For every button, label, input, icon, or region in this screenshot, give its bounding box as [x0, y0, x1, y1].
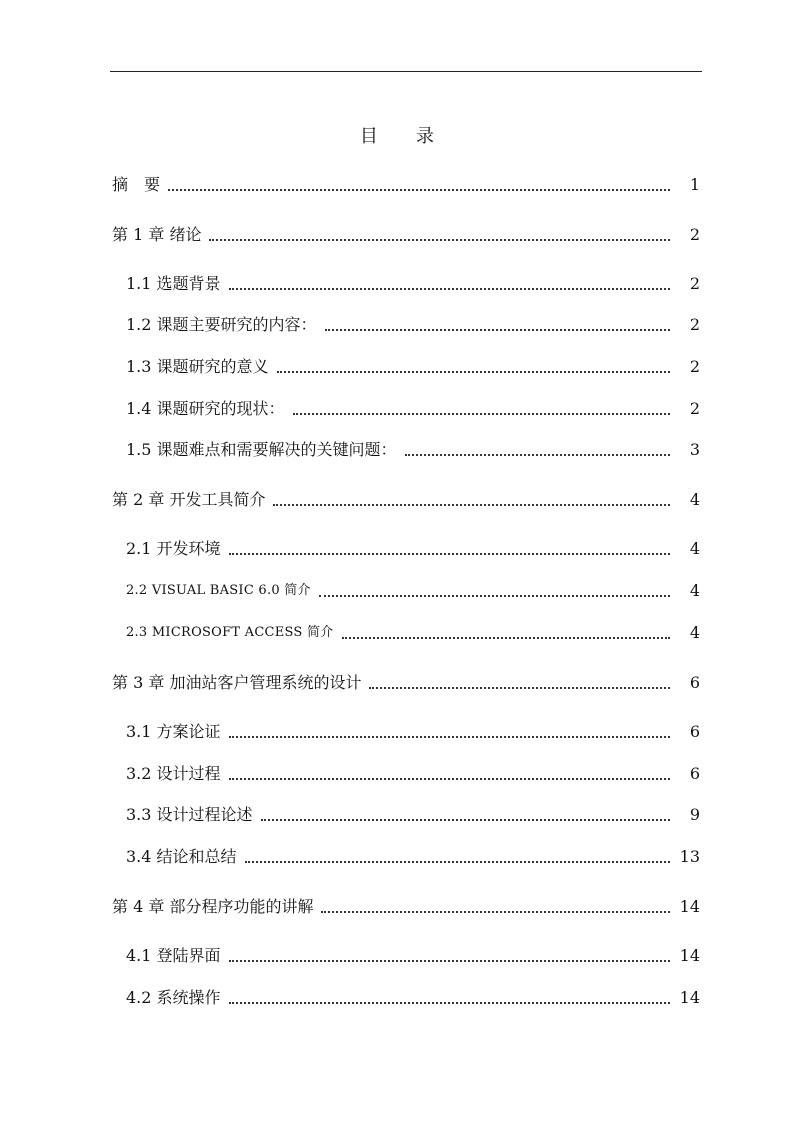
toc-entry-label: 3.1 方案论证	[126, 722, 221, 741]
dot-leader	[261, 819, 670, 821]
toc-entry[interactable]	[126, 986, 700, 1010]
toc-entry-label: 2.3 MICROSOFT ACCESS 简介	[126, 625, 334, 640]
toc-entry[interactable]	[126, 397, 700, 421]
toc-entry[interactable]	[112, 895, 700, 919]
toc-entry-page: 1	[689, 175, 700, 194]
toc-entry-label: 4.1 登陆界面	[126, 946, 221, 965]
toc-entry-label: 摘 要	[112, 175, 161, 194]
toc-entry-page: 14	[679, 897, 700, 916]
toc-entry[interactable]	[126, 355, 700, 379]
toc-entry-label: 3.4 结论和总结	[126, 847, 237, 866]
toc-entry-page: 2	[689, 399, 700, 418]
toc-entry-page: 6	[689, 722, 700, 741]
toc-entry[interactable]	[126, 438, 700, 462]
toc-entry[interactable]	[126, 272, 700, 296]
toc-entry[interactable]	[126, 537, 700, 561]
dot-leader	[277, 371, 670, 373]
toc-entry-page: 4	[689, 490, 700, 509]
toc-entry-label: 4.2 系统操作	[126, 988, 221, 1007]
toc-entry[interactable]	[126, 845, 700, 869]
dot-leader	[369, 687, 670, 689]
toc-entry-label: 1.2 课题主要研究的内容：	[126, 315, 317, 334]
toc-entry[interactable]	[112, 488, 700, 512]
toc-entry-page: 2	[689, 357, 700, 376]
toc-entry-page: 2	[689, 225, 700, 244]
toc-entry-label: 第 2 章 开发工具简介	[112, 490, 266, 509]
toc-entry-label: 1.5 课题难点和需要解决的关键问题：	[126, 440, 397, 459]
dot-leader	[319, 595, 670, 597]
dot-leader	[229, 778, 670, 780]
toc-entry-page: 6	[689, 673, 700, 692]
toc-entry-page: 4	[689, 539, 700, 558]
toc-entry-page: 4	[689, 581, 700, 600]
dot-leader	[209, 239, 670, 241]
toc-entry[interactable]	[112, 173, 700, 197]
dot-leader	[405, 454, 670, 456]
dot-leader	[229, 1002, 670, 1004]
toc-entry-label: 3.3 设计过程论述	[126, 805, 253, 824]
dot-leader	[325, 329, 670, 331]
toc-entry-label: 第 4 章 部分程序功能的讲解	[112, 897, 314, 916]
toc-entry-page: 4	[689, 623, 700, 642]
toc-entry[interactable]	[112, 671, 700, 695]
toc-entry-page: 3	[689, 440, 700, 459]
toc-entry-page: 14	[679, 946, 700, 965]
toc-entry-page: 2	[689, 315, 700, 334]
toc-entry[interactable]	[112, 223, 700, 247]
header-rule	[110, 71, 702, 72]
toc-entry-page: 2	[689, 274, 700, 293]
toc-entry-page: 6	[689, 764, 700, 783]
toc-entry-label: 1.1 选题背景	[126, 274, 221, 293]
toc-entry[interactable]	[126, 944, 700, 968]
toc-entry-label: 1.3 课题研究的意义	[126, 357, 269, 376]
dot-leader	[229, 960, 670, 962]
dot-leader	[229, 553, 670, 555]
toc-entry-label: 第 1 章 绪论	[112, 225, 202, 244]
dot-leader	[229, 288, 670, 290]
dot-leader	[273, 504, 670, 506]
toc-title: 目 录	[359, 126, 451, 147]
dot-leader	[245, 861, 670, 863]
toc-entry-page: 14	[679, 988, 700, 1007]
dot-leader	[321, 911, 670, 913]
toc-entry[interactable]	[126, 803, 700, 827]
toc-entry-label: 2.1 开发环境	[126, 539, 221, 558]
toc-entry[interactable]	[126, 720, 700, 744]
dot-leader	[342, 637, 671, 639]
toc-entry[interactable]	[126, 579, 700, 603]
toc-entry[interactable]	[126, 762, 700, 786]
dot-leader	[229, 736, 670, 738]
toc-entry-label: 1.4 课题研究的现状：	[126, 399, 285, 418]
toc-entry[interactable]	[126, 313, 700, 337]
toc-entry-page: 9	[689, 805, 700, 824]
toc-entry-label: 第 3 章 加油站客户管理系统的设计	[112, 673, 362, 692]
toc-entry-label: 3.2 设计过程	[126, 764, 221, 783]
toc-entry-page: 13	[679, 847, 700, 866]
toc-entry-label: 2.2 VISUAL BASIC 6.0 简介	[126, 583, 311, 598]
dot-leader	[168, 189, 670, 191]
dot-leader	[293, 413, 670, 415]
toc-entry[interactable]	[126, 621, 700, 645]
